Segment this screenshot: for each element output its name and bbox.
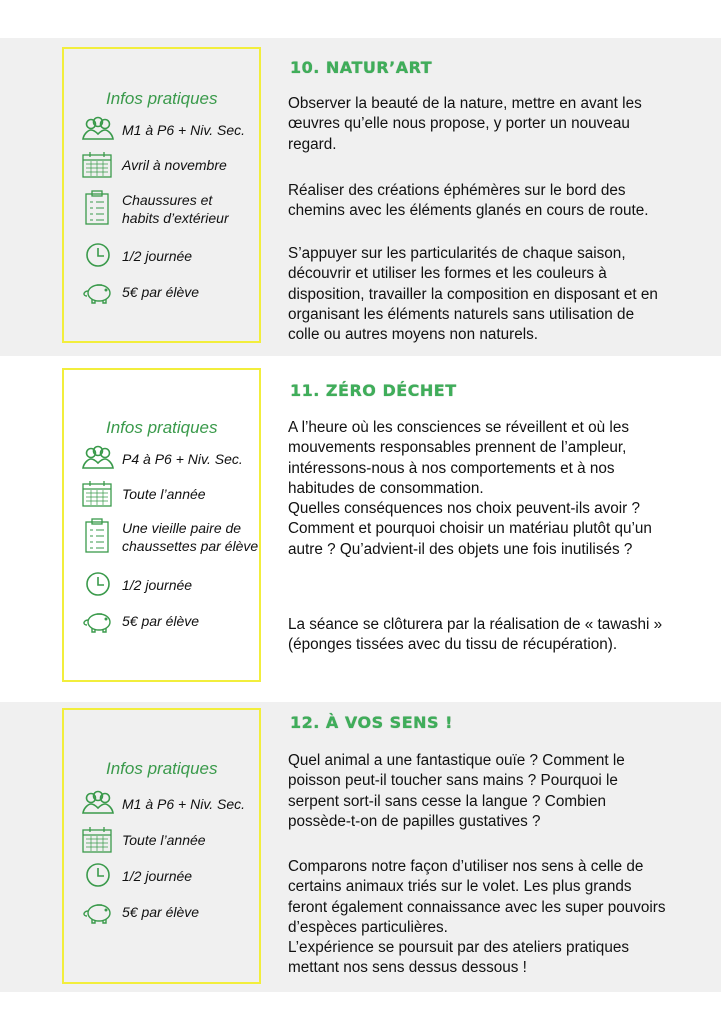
paragraph: Réaliser des créations éphémères sur le bord des chemins avec les éléments glanés en cours de route. — [288, 182, 649, 220]
info-text: Une vieille paire de chaussettes par élève — [122, 520, 259, 554]
info-text: Chaussures et habits d’extérieur — [122, 192, 229, 226]
info-text: 5€ par élève — [122, 284, 200, 300]
paragraph: S’appuyer sur les particularités de chaque saison, découvrir et utiliser les formes et les couleurs à disposition, travailler la composition en disposant et en organisant les éléments naturels sans utilisation de colle ou autres moyens non naturels. — [288, 245, 658, 344]
clipboard-icon — [80, 518, 116, 554]
infos-title: Infos pratiques — [106, 759, 218, 778]
info-text: 1/2 journée — [122, 248, 193, 264]
infos-title: Infos pratiques — [106, 89, 218, 108]
info-text: 1/2 journée — [122, 868, 193, 884]
paragraph: La séance se clôturera par la réalisation de « tawashi » (éponges tissées avec du tissu de récupération). — [288, 616, 663, 654]
group-icon — [80, 789, 116, 819]
paragraph: A l’heure où les consciences se réveillent et où les mouvements responsables prennent de l’ampleur, intéressons-nous à nos comportements et à nos habitudes de consommation. Quelles conséquences nos choix peuvent-ils avoir ? Comment et pourquoi choisir un matériau plutôt qu’un autre ? Qu’advient-il des objets une fois inutilisés ? — [288, 419, 652, 558]
piggy-bank-icon — [80, 606, 116, 636]
calendar-icon — [80, 825, 116, 855]
clock-icon — [80, 241, 116, 271]
clipboard-icon — [80, 190, 116, 226]
section-title: 10. NATUR’ART — [290, 58, 433, 77]
info-text: Toute l’année — [122, 486, 206, 502]
info-text: M1 à P6 + Niv. Sec. — [122, 796, 246, 812]
calendar-icon — [80, 479, 116, 509]
clock-icon — [80, 570, 116, 600]
info-text: Avril à novembre — [122, 157, 227, 173]
group-icon — [80, 115, 116, 145]
info-text: 5€ par élève — [122, 904, 200, 920]
group-icon — [80, 444, 116, 474]
section-title: 12. À VOS SENS ! — [290, 713, 453, 732]
info-text: Toute l’année — [122, 832, 206, 848]
piggy-bank-icon — [80, 277, 116, 307]
paragraph: Comparons notre façon d’utiliser nos sens à celle de certains animaux triés sur le volet. Les plus grands feront également connaissance avec les super pouvoirs d’espèces particulières. L’expérience se poursuit par des ateliers pratiques mettant nos sens dessus dessous ! — [288, 858, 666, 977]
info-text: M1 à P6 + Niv. Sec. — [122, 122, 246, 138]
info-text: 5€ par élève — [122, 613, 200, 629]
info-text: 1/2 journée — [122, 577, 193, 593]
paragraph: Quel animal a une fantastique ouïe ? Comment le poisson peut-il toucher sans mains ? Pourquoi le serpent sort-il sans cesse la langue ? Combien possède-t-on de papilles gustatives ? — [288, 752, 625, 830]
infos-title: Infos pratiques — [106, 418, 218, 437]
section-title: 11. ZÉRO DÉCHET — [290, 381, 457, 400]
info-text: P4 à P6 + Niv. Sec. — [122, 451, 243, 467]
calendar-icon — [80, 150, 116, 180]
piggy-bank-icon — [80, 897, 116, 927]
paragraph: Observer la beauté de la nature, mettre en avant les œuvres qu’elle nous propose, y porter un nouveau regard. — [288, 95, 642, 153]
clock-icon — [80, 861, 116, 891]
